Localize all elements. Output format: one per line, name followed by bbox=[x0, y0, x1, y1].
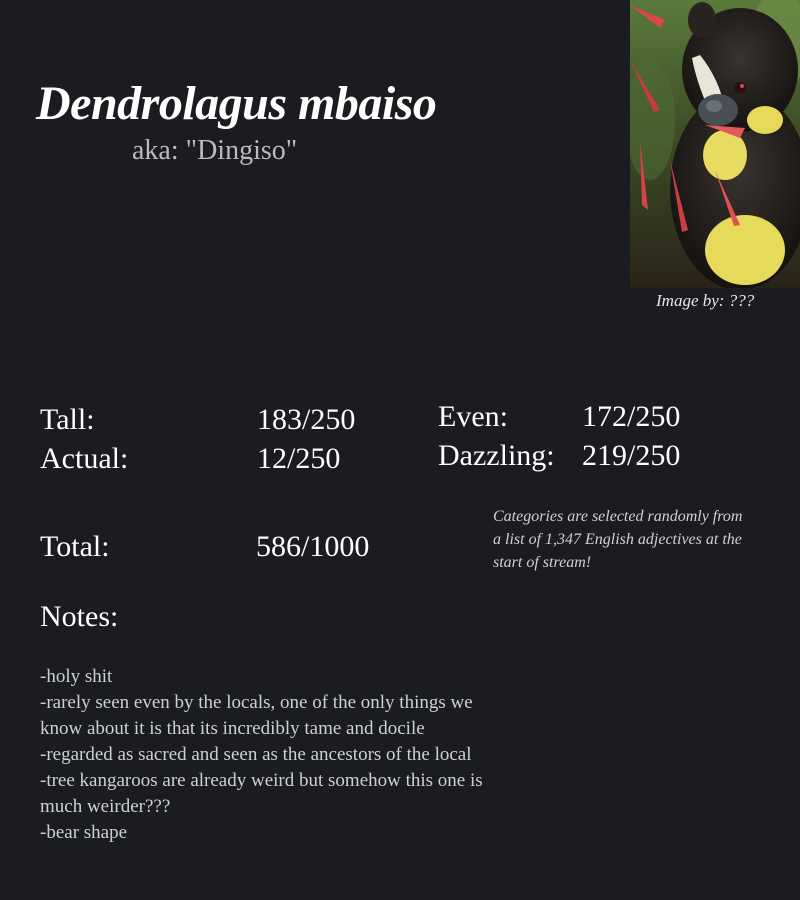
note-item: -regarded as sacred and seen as the ancestors of the local bbox=[40, 744, 472, 765]
common-name: aka: "Dingiso" bbox=[132, 135, 298, 166]
note-item: -holy shit bbox=[40, 666, 113, 687]
note-item: -bear shape bbox=[40, 822, 128, 843]
stat-label-tall: Tall: bbox=[40, 403, 95, 436]
stat-label-dazzling: Dazzling: bbox=[438, 439, 555, 472]
category-disclaimer: Categories are selected randomly from a list of 1,347 English adjectives at the start of stream! bbox=[493, 508, 743, 571]
total-label: Total: bbox=[40, 530, 110, 563]
stat-value-even: 172/250 bbox=[582, 400, 681, 433]
stat-value-actual: 12/250 bbox=[257, 442, 341, 475]
tree-kangaroo-image bbox=[630, 0, 800, 288]
note-item: -rarely seen even by the locals, one of the only things we know about it is that its incredibly tame and docile bbox=[40, 692, 473, 739]
stat-label-actual: Actual: bbox=[40, 442, 129, 475]
image-credit: Image by: ??? bbox=[656, 291, 755, 310]
note-item: -tree kangaroos are already weird but somehow this one is much weirder??? bbox=[40, 770, 483, 817]
total-value: 586/1000 bbox=[256, 530, 370, 563]
stat-value-tall: 183/250 bbox=[257, 403, 356, 436]
notes-heading: Notes: bbox=[40, 600, 119, 633]
stat-value-dazzling: 219/250 bbox=[582, 439, 681, 472]
stat-label-even: Even: bbox=[438, 400, 508, 433]
animal-photo bbox=[630, 0, 800, 288]
notes-list bbox=[40, 664, 510, 846]
species-title: Dendrolagus mbaiso bbox=[36, 77, 437, 130]
